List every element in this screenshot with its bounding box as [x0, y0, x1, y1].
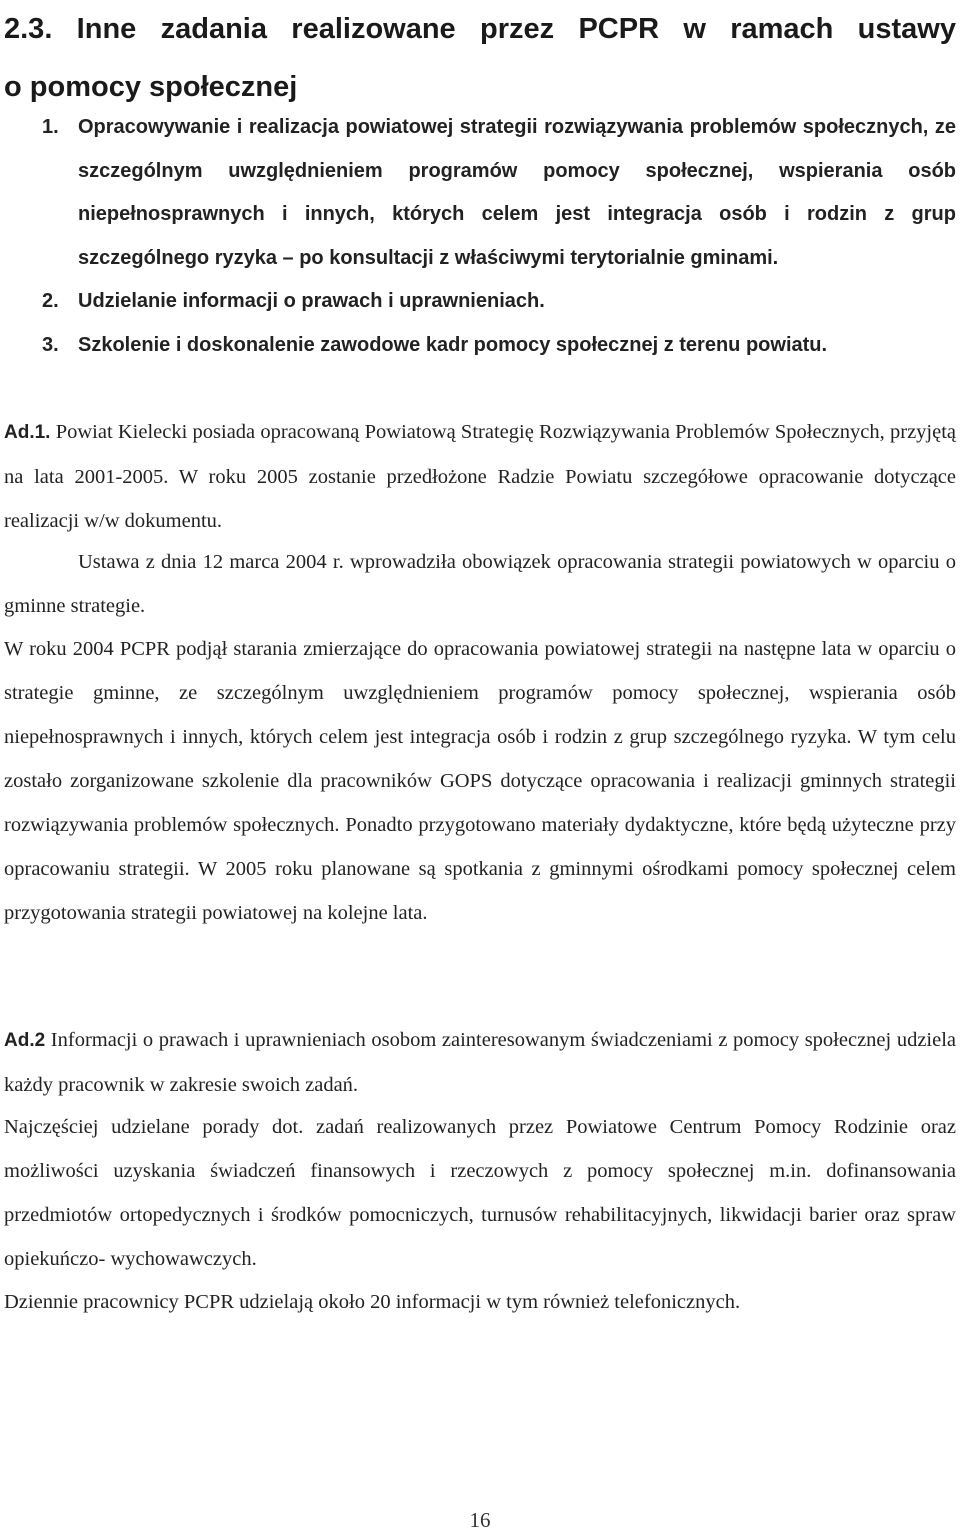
task-item: [0, 106, 956, 280]
ad1-paragraph-3: [4, 627, 956, 935]
ad2-text-2: Najczęściej udzielane porady dot. zadań realizowanych przez Powiatowe Centrum Pomocy Rodzinie oraz możliwości uzyskania świadczeń finansowych i rzeczowych z pomocy społecznej m.in. dofinansowania przedmiotów ortopedycznych i środków pomocniczych, turnusów rehabilitacyjnych, likwidacji barier oraz spraw opiekuńczo- wychowawczych.: [4, 1116, 956, 1270]
ad2-paragraph-1: [4, 1018, 956, 1107]
ad2-text-3: Dziennie pracownicy PCPR udzielają około 20 informacji w tym również telefonicznych.: [4, 1291, 741, 1313]
ad2-label: Ad.2: [4, 1030, 46, 1051]
task-number: 1.: [42, 116, 59, 138]
section-heading-line1: 2.3. Inne zadania realizowane przez PCPR w ramach ustawy: [4, 13, 956, 45]
task-text: Opracowywanie i realizacja powiatowej strategii rozwiązywania problemów społecznych, ze szczególnym uwzględnieniem programów pomocy społecznej, wspierania osób niepełnosprawnych i innych, których celem jest integracja osób i rodzin z grup szczególnego ryzyka – po konsultacji z właściwymi terytorialnie gminami.: [78, 116, 956, 269]
ad2-paragraph-2: [4, 1105, 956, 1281]
ad1-text-2: Ustawa z dnia 12 marca 2004 r. wprowadziła obowiązek opracowania strategii powiatowych w oparciu o gminne strategie.: [4, 551, 956, 617]
ad1-label: Ad.1.: [4, 422, 51, 443]
task-number: 3.: [42, 333, 59, 356]
section-heading: [4, 0, 956, 116]
ad1-paragraph-1: [4, 410, 956, 543]
section-heading-line2: o pomocy społecznej: [4, 71, 298, 103]
task-text: Szkolenie i doskonalenie zawodowe kadr pomocy społecznej z terenu powiatu.: [78, 333, 828, 356]
ad2-paragraph-3: [4, 1280, 956, 1324]
ad1-paragraph-2: [4, 540, 956, 628]
task-item: [0, 324, 956, 368]
ad2-text-1: Informacji o prawach i uprawnieniach osobom zainteresowanym świadczeniami z pomocy społecznej udziela każdy pracownik w zakresie swoich zadań.: [4, 1029, 957, 1096]
task-list: [0, 106, 956, 368]
task-item: [0, 280, 956, 324]
task-text: Udzielanie informacji o prawach i uprawnieniach.: [78, 290, 545, 313]
ad1-text-1: Powiat Kielecki posiada opracowaną Powiatową Strategię Rozwiązywania Problemów Społecznych, przyjętą na lata 2001-2005. W roku 2005 zostanie przedłożone Radzie Powiatu szczegółowe opracowanie dotyczące realizacji w/w dokumentu.: [4, 421, 957, 532]
page-number: 16: [469, 1508, 491, 1532]
ad1-text-3: W roku 2004 PCPR podjął starania zmierzające do opracowania powiatowej strategii na następne lata w oparciu o strategie gminne, ze szczególnym uwzględnieniem programów pomocy społecznej, wspierania osób niepełnosprawnych i innych, których celem jest integracja osób i rodzin z grup szczególnego ryzyka. W tym celu zostało zorganizowane szkolenie dla pracowników GOPS dotyczące opracowania i realizacji gminnych strategii rozwiązywania problemów społecznych. Ponadto przygotowano materiały dydaktyczne, które będą użyteczne przy opracowaniu strategii. W 2005 roku planowane są spotkania z gminnymi ośrodkami pomocy społecznej celem przygotowania strategii powiatowej na kolejne lata.: [4, 638, 956, 924]
task-number: 2.: [42, 290, 59, 313]
